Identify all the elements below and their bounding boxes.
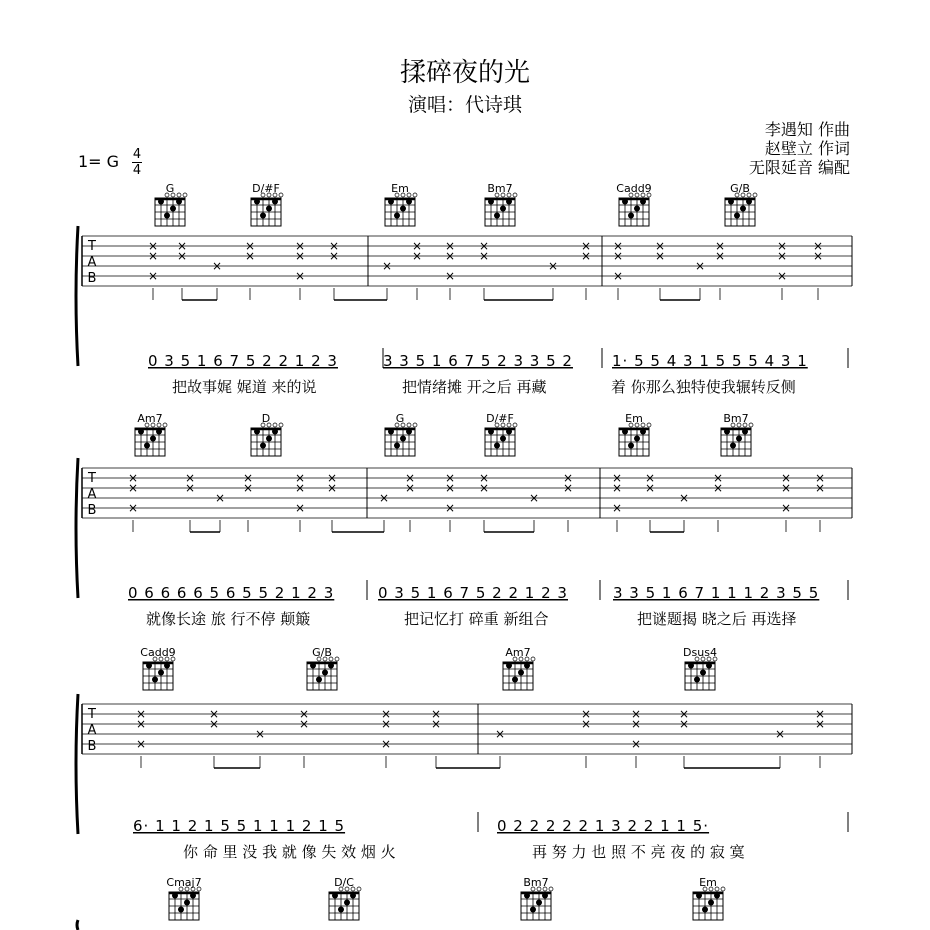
tab-x-mark: × — [380, 717, 392, 731]
finger-dot — [706, 663, 712, 669]
open-string-marker — [407, 193, 411, 197]
chord-name: Bm7 — [723, 412, 749, 425]
notation-measure: 1· 5 5 4 3 1 5 5 5 4 3 1 — [612, 352, 808, 370]
finger-dot — [488, 429, 494, 435]
finger-dot — [700, 670, 706, 676]
chord-diagram — [693, 876, 725, 920]
tab-x-mark: × — [208, 717, 220, 731]
chord-name: Cadd9 — [140, 646, 176, 659]
open-string-marker — [531, 657, 535, 661]
lyrics-line — [183, 843, 745, 861]
chord-diagram — [251, 182, 283, 226]
chord-name: D — [261, 412, 271, 425]
finger-dot — [494, 213, 500, 219]
finger-dot — [622, 199, 628, 205]
tab-x-mark: × — [814, 481, 826, 495]
tab-notes — [128, 471, 825, 532]
finger-dot — [542, 893, 548, 899]
tab-x-mark: × — [776, 239, 788, 253]
tab-x-mark: × — [430, 717, 442, 731]
chord-diagram — [307, 646, 339, 690]
tab-x-mark: × — [814, 471, 826, 485]
tab-x-mark: × — [404, 471, 416, 485]
finger-dot — [714, 893, 720, 899]
finger-dot — [266, 206, 272, 212]
tab-x-mark: × — [294, 249, 306, 263]
numbered-notation — [128, 584, 819, 602]
finger-dot — [728, 199, 734, 205]
tab-x-mark: × — [127, 481, 139, 495]
finger-dot — [350, 893, 356, 899]
chord-diagram — [485, 412, 517, 456]
tab-x-mark: × — [147, 249, 159, 263]
finger-dot — [506, 663, 512, 669]
finger-dot — [634, 206, 640, 212]
finger-dot — [146, 663, 152, 669]
lyricist-credit: 赵壁立 作词 — [764, 139, 850, 158]
chord-name: D/#F — [486, 412, 514, 425]
numbered-notation — [148, 352, 808, 370]
lyric-phrase: 你 命 里 没 我 就 像 失 效 烟 火 — [183, 843, 396, 861]
finger-dot — [316, 677, 322, 683]
open-string-marker — [413, 193, 417, 197]
finger-dot — [310, 663, 316, 669]
tab-x-mark: × — [611, 501, 623, 515]
time-signature-bottom: 4 — [132, 163, 142, 178]
tab-x-mark: × — [244, 249, 256, 263]
finger-dot — [158, 670, 164, 676]
tab-x-mark: × — [444, 239, 456, 253]
song-title: 揉碎夜的光 — [399, 58, 530, 88]
tab-x-mark: × — [694, 259, 706, 273]
finger-dot — [178, 907, 184, 913]
finger-dot — [730, 443, 736, 449]
chord-name: G/B — [312, 646, 332, 659]
time-signature-top: 4 — [132, 147, 142, 162]
finger-dot — [694, 677, 700, 683]
finger-dot — [266, 436, 272, 442]
tab-notes — [136, 707, 825, 768]
tab-x-mark: × — [630, 737, 642, 751]
chord-name: Am7 — [137, 412, 163, 425]
open-string-marker — [753, 193, 757, 197]
notation-measure: 3 3 5 1 6 7 5 2 3 3 5 2 — [383, 352, 573, 370]
chord-name: Am7 — [505, 646, 531, 659]
notation-measure: 0 3 5 1 6 7 5 2 2 1 2 3 — [378, 584, 568, 602]
lyric-phrase: 把记忆打 碎重 新组合 — [404, 610, 549, 628]
lyric-phrase: 把故事娓 娓道 来的说 — [172, 378, 317, 396]
tab-x-mark: × — [714, 249, 726, 263]
key-signature: 1= G — [78, 152, 120, 171]
tab-x-mark: × — [776, 249, 788, 263]
tab-staff — [76, 694, 852, 834]
chord-diagram — [385, 412, 417, 456]
lyric-phrase: 把谜题揭 晓之后 再选择 — [637, 610, 797, 628]
chord-diagram — [725, 182, 757, 226]
finger-dot — [746, 199, 752, 205]
tab-x-mark: × — [184, 481, 196, 495]
tab-x-mark: × — [630, 707, 642, 721]
tab-x-mark: × — [444, 481, 456, 495]
open-string-marker — [721, 887, 725, 891]
finger-dot — [344, 900, 350, 906]
finger-dot — [400, 436, 406, 442]
tab-x-mark: × — [294, 269, 306, 283]
finger-dot — [742, 429, 748, 435]
chord-diagram — [135, 412, 167, 456]
finger-dot — [164, 663, 170, 669]
chord-diagram — [329, 876, 361, 920]
tab-x-mark: × — [244, 239, 256, 253]
lyrics-line — [146, 610, 797, 628]
finger-dot — [512, 677, 518, 683]
finger-dot — [500, 206, 506, 212]
composer-credit: 李遇知 作曲 — [764, 120, 850, 139]
tab-x-mark: × — [378, 491, 390, 505]
tab-x-mark: × — [580, 717, 592, 731]
finger-dot — [640, 199, 646, 205]
lyric-phrase: 把情绪摊 开之后 再藏 — [402, 378, 547, 396]
tab-x-mark: × — [814, 717, 826, 731]
tab-x-mark: × — [528, 491, 540, 505]
notation-measure: 0 6 6 6 6 5 6 5 5 2 1 2 3 — [128, 584, 335, 602]
open-string-marker — [549, 887, 553, 891]
open-string-marker — [749, 423, 753, 427]
tab-x-mark: × — [380, 737, 392, 751]
tab-notes — [148, 239, 823, 300]
tab-x-mark: × — [444, 471, 456, 485]
chord-diagram — [385, 182, 417, 226]
chord-diagram — [155, 182, 187, 226]
tab-x-mark: × — [298, 707, 310, 721]
finger-dot — [524, 893, 530, 899]
chord-name: G/B — [730, 182, 750, 195]
finger-dot — [144, 443, 150, 449]
tab-letter-b: B — [87, 503, 97, 518]
tab-x-mark: × — [562, 481, 574, 495]
tab-letter-t: T — [88, 707, 96, 722]
tab-x-mark: × — [411, 249, 423, 263]
finger-dot — [172, 893, 178, 899]
tab-x-mark: × — [404, 481, 416, 495]
tab-x-mark: × — [478, 471, 490, 485]
tab-x-mark: × — [176, 249, 188, 263]
tab-x-mark: × — [254, 727, 266, 741]
tab-x-mark: × — [147, 239, 159, 253]
tab-x-mark: × — [580, 249, 592, 263]
tab-x-mark: × — [712, 471, 724, 485]
tab-x-mark: × — [211, 259, 223, 273]
finger-dot — [158, 199, 164, 205]
chord-diagram — [503, 646, 535, 690]
lyric-phrase: 就像长途 旅 行不停 颠簸 — [146, 610, 311, 628]
finger-dot — [688, 663, 694, 669]
finger-dot — [536, 900, 542, 906]
finger-dot — [338, 907, 344, 913]
notation-measure: 6· 1 1 2 1 5 5 1 1 1 2 1 5 — [133, 817, 346, 835]
tab-x-mark: × — [430, 707, 442, 721]
tab-letter-b: B — [87, 271, 97, 286]
finger-dot — [176, 199, 182, 205]
singer-line: 演唱：代诗琪 — [407, 94, 522, 116]
finger-dot — [628, 443, 634, 449]
finger-dot — [506, 429, 512, 435]
finger-dot — [260, 443, 266, 449]
finger-dot — [524, 663, 530, 669]
tab-x-mark: × — [580, 239, 592, 253]
chord-name: Cmaj7 — [166, 876, 202, 889]
chord-name: Dsus4 — [683, 646, 717, 659]
chord-name: Cadd9 — [616, 182, 652, 195]
chord-diagram — [616, 182, 651, 226]
open-string-marker — [279, 423, 283, 427]
tab-x-mark: × — [298, 717, 310, 731]
open-string-marker — [407, 423, 411, 427]
chord-name: Em — [699, 876, 717, 889]
open-string-marker — [279, 193, 283, 197]
tab-x-mark: × — [294, 481, 306, 495]
tab-x-mark: × — [294, 239, 306, 253]
chord-name: D/C — [334, 876, 354, 889]
finger-dot — [260, 213, 266, 219]
tab-x-mark: × — [478, 249, 490, 263]
finger-dot — [156, 429, 162, 435]
finger-dot — [708, 900, 714, 906]
lyric-phrase: 再 努 力 也 照 不 亮 夜 的 寂 寞 — [532, 843, 745, 861]
open-string-marker — [357, 887, 361, 891]
tab-x-mark: × — [611, 471, 623, 485]
finger-dot — [494, 443, 500, 449]
tab-x-mark: × — [328, 239, 340, 253]
notation-measure: 3 3 5 1 6 7 1 1 1 2 3 5 5 — [613, 584, 820, 602]
tab-x-mark: × — [294, 471, 306, 485]
tab-x-mark: × — [612, 249, 624, 263]
notation-measure: 0 3 5 1 6 7 5 2 2 1 2 3 — [148, 352, 338, 370]
chord-name: G — [165, 182, 175, 195]
open-string-marker — [513, 193, 517, 197]
tab-x-mark: × — [776, 269, 788, 283]
tab-x-mark: × — [678, 707, 690, 721]
tab-x-mark: × — [184, 471, 196, 485]
tab-x-mark: × — [411, 239, 423, 253]
system-bracket — [76, 694, 78, 834]
open-string-marker — [641, 423, 645, 427]
tab-x-mark: × — [294, 501, 306, 515]
tab-x-mark: × — [478, 239, 490, 253]
tab-letter-t: T — [88, 471, 96, 486]
chord-diagram — [619, 412, 651, 456]
tab-letter-a: A — [87, 723, 97, 738]
finger-dot — [254, 429, 260, 435]
finger-dot — [272, 199, 278, 205]
tab-x-mark: × — [444, 501, 456, 515]
open-string-marker — [715, 887, 719, 891]
system-bracket — [76, 458, 78, 598]
finger-dot — [332, 893, 338, 899]
chord-name: Em — [391, 182, 409, 195]
tab-x-mark: × — [444, 269, 456, 283]
tab-x-mark: × — [644, 471, 656, 485]
tab-staff — [76, 226, 852, 366]
finger-dot — [150, 436, 156, 442]
tab-x-mark: × — [242, 471, 254, 485]
finger-dot — [724, 429, 730, 435]
chord-name: D/#F — [252, 182, 280, 195]
chord-diagram — [521, 876, 553, 920]
finger-dot — [734, 213, 740, 219]
finger-dot — [388, 429, 394, 435]
finger-dot — [406, 199, 412, 205]
tab-x-mark: × — [127, 471, 139, 485]
finger-dot — [400, 206, 406, 212]
tab-letter-t: T — [88, 239, 96, 254]
open-string-marker — [513, 423, 517, 427]
finger-dot — [628, 213, 634, 219]
tab-x-mark: × — [328, 249, 340, 263]
finger-dot — [190, 893, 196, 899]
open-string-marker — [183, 193, 187, 197]
tab-x-mark: × — [326, 481, 338, 495]
finger-dot — [272, 429, 278, 435]
tab-x-mark: × — [580, 707, 592, 721]
tab-x-mark: × — [780, 481, 792, 495]
arranger-credit: 无限延音 编配 — [748, 158, 850, 177]
tab-x-mark: × — [654, 249, 666, 263]
system-bracket — [77, 920, 78, 930]
tab-x-mark: × — [478, 481, 490, 495]
tab-x-mark: × — [444, 249, 456, 263]
finger-dot — [170, 206, 176, 212]
tab-x-mark: × — [135, 717, 147, 731]
tab-x-mark: × — [714, 239, 726, 253]
finger-dot — [322, 670, 328, 676]
tab-x-mark: × — [381, 259, 393, 273]
chord-name: Em — [625, 412, 643, 425]
chord-diagram — [683, 646, 717, 690]
tab-x-mark: × — [242, 481, 254, 495]
chord-diagram — [485, 182, 517, 226]
finger-dot — [740, 206, 746, 212]
numbered-notation — [133, 817, 709, 835]
lyrics-line — [172, 378, 796, 396]
finger-dot — [500, 436, 506, 442]
tab-x-mark: × — [678, 491, 690, 505]
finger-dot — [328, 663, 334, 669]
finger-dot — [702, 907, 708, 913]
finger-dot — [640, 429, 646, 435]
tab-x-mark: × — [214, 491, 226, 505]
finger-dot — [394, 213, 400, 219]
tab-x-mark: × — [135, 737, 147, 751]
finger-dot — [696, 893, 702, 899]
system-bracket — [76, 226, 78, 366]
open-string-marker — [273, 423, 277, 427]
finger-dot — [622, 429, 628, 435]
tab-x-mark: × — [780, 501, 792, 515]
open-string-marker — [413, 423, 417, 427]
chord-diagram — [140, 646, 175, 690]
tab-x-mark: × — [547, 259, 559, 273]
finger-dot — [634, 436, 640, 442]
open-string-marker — [163, 423, 167, 427]
tab-letter-a: A — [87, 487, 97, 502]
tab-x-mark: × — [611, 481, 623, 495]
tab-letter-a: A — [87, 255, 97, 270]
tab-x-mark: × — [612, 269, 624, 283]
chord-diagram — [166, 876, 201, 920]
finger-dot — [138, 429, 144, 435]
finger-dot — [152, 677, 158, 683]
notation-measure: 0 2 2 2 2 2 1 3 2 2 1 1 5· — [497, 817, 710, 835]
open-string-marker — [647, 423, 651, 427]
tab-x-mark: × — [326, 471, 338, 485]
tab-x-mark: × — [812, 249, 824, 263]
tab-x-mark: × — [644, 481, 656, 495]
tab-x-mark: × — [380, 707, 392, 721]
finger-dot — [184, 900, 190, 906]
tab-x-mark: × — [135, 707, 147, 721]
chord-name: G — [395, 412, 405, 425]
tab-letter-b: B — [87, 739, 97, 754]
chord-name: Bm7 — [487, 182, 513, 195]
tab-x-mark: × — [612, 239, 624, 253]
tab-x-mark: × — [176, 239, 188, 253]
tab-x-mark: × — [812, 239, 824, 253]
tab-x-mark: × — [678, 717, 690, 731]
lyric-phrase: 着 你那么独特使我辗转反侧 — [611, 378, 796, 396]
finger-dot — [394, 443, 400, 449]
chord-diagram — [721, 412, 753, 456]
tab-x-mark: × — [814, 707, 826, 721]
tab-x-mark: × — [494, 727, 506, 741]
finger-dot — [518, 670, 524, 676]
finger-dot — [254, 199, 260, 205]
tab-x-mark: × — [774, 727, 786, 741]
finger-dot — [530, 907, 536, 913]
tab-x-mark: × — [208, 707, 220, 721]
tab-x-mark: × — [654, 239, 666, 253]
finger-dot — [488, 199, 494, 205]
finger-dot — [506, 199, 512, 205]
chord-diagram — [251, 412, 283, 456]
open-string-marker — [335, 657, 339, 661]
finger-dot — [406, 429, 412, 435]
tab-x-mark: × — [630, 717, 642, 731]
tab-x-mark: × — [562, 471, 574, 485]
open-string-marker — [177, 193, 181, 197]
tab-x-mark: × — [712, 481, 724, 495]
tab-x-mark: × — [147, 269, 159, 283]
chord-name: Bm7 — [523, 876, 549, 889]
tab-x-mark: × — [127, 501, 139, 515]
finger-dot — [164, 213, 170, 219]
finger-dot — [388, 199, 394, 205]
tab-x-mark: × — [780, 471, 792, 485]
finger-dot — [736, 436, 742, 442]
